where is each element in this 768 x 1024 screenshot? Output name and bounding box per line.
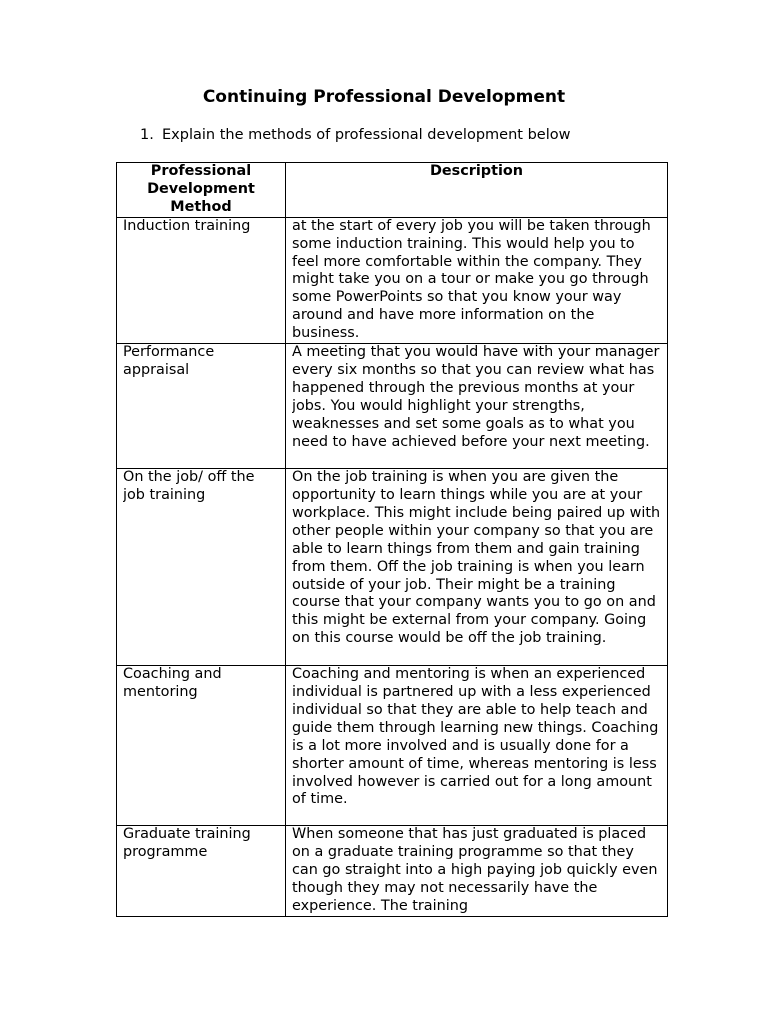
description-cell	[286, 666, 668, 826]
description-cell	[286, 826, 668, 917]
table-row	[117, 344, 668, 469]
method-text: On the job/ off the job training	[123, 469, 255, 503]
description-text: On the job training is when you are given the opportunity to learn things while you are at your workplace. This might include being paired up with other people within your company so that you are able to learn things from them and gain training from them. Off the job training is when you learn outside of your job. Their might be a training course that your company wants you to go on and this might be external from your company. Going on this course would be off the job training.	[292, 469, 661, 647]
method-text: Graduate training programme	[123, 826, 251, 860]
column-header-description: Description	[286, 163, 668, 218]
question-prompt	[140, 125, 570, 145]
description-text: at the start of every job you will be taken through some induction training. This would help you to feel more comfortable within the company. They might take you on a tour or make you go through some PowerPoints so that you know your way around and have more information on the business.	[292, 217, 651, 342]
method-cell	[117, 469, 286, 666]
description-text: A meeting that you would have with your manager every six months so that you can review what has happened through the previous months at your jobs. You would highlight your strengths, weaknesses and set some goals as to what you need to have achieved before your next meeting.	[292, 344, 660, 450]
question-number: 1.	[140, 127, 154, 143]
table-header-row	[117, 163, 668, 218]
table-row	[117, 826, 668, 917]
table-row	[117, 666, 668, 826]
description-text: When someone that has just graduated is placed on a graduate training programme so that they can go straight into a high paying job quickly even though they may not necessarily have the experience. The training	[292, 826, 658, 914]
method-cell	[117, 344, 286, 469]
method-text: Induction training	[123, 217, 251, 234]
description-cell	[286, 344, 668, 469]
methods-table	[116, 162, 668, 917]
method-cell	[117, 666, 286, 826]
table-row	[117, 217, 668, 343]
question-text: Explain the methods of professional development below	[162, 127, 571, 143]
method-text: Coaching and mentoring	[123, 666, 222, 700]
page-title: Continuing Professional Development	[202, 87, 566, 107]
method-text: Performance appraisal	[123, 344, 215, 378]
method-cell	[117, 217, 286, 343]
column-header-method: Professional Development Method	[117, 163, 286, 218]
description-cell	[286, 217, 668, 343]
description-cell	[286, 469, 668, 666]
method-cell	[117, 826, 286, 917]
table-row	[117, 469, 668, 666]
description-text: Coaching and mentoring is when an experienced individual is partnered up with a less experienced individual so that they are able to help teach and guide them through learning new things. Coaching is a lot more involved and is usually done for a shorter amount of time, whereas mentoring is less involved however is carried out for a long amount of time.	[292, 666, 659, 808]
